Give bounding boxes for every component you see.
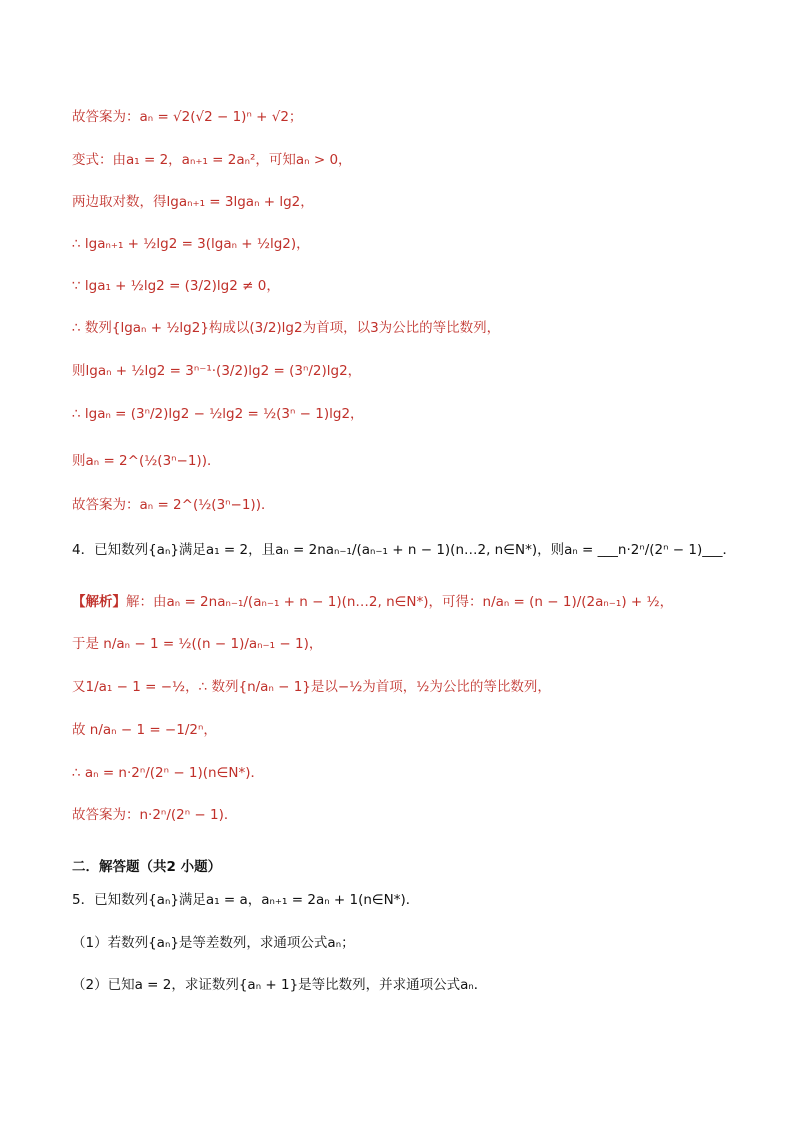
- therefore-line-2: ∴ lgaₙ = (3ⁿ/2)lg2 − ½lg2 = ½(3ⁿ − 1)lg2，: [72, 406, 364, 422]
- sequence-line: ∴ 数列{lgaₙ + ½lg2}构成以(3/2)lg2为首项，以3为公比的等比数列，: [72, 320, 501, 336]
- because-line: ∵ lga₁ + ½lg2 = (3/2)lg2 ≠ 0，: [72, 278, 280, 294]
- therefore-line-3: ∴ aₙ = n·2ⁿ/(2ⁿ − 1)(n∈N*)．: [72, 765, 264, 781]
- question-5-part-1: （1）若数列{aₙ}是等差数列，求通项公式aₙ；: [72, 935, 355, 951]
- question-5-part-2: （2）已知a = 2，求证数列{aₙ + 1}是等比数列，并求通项公式aₙ．: [72, 977, 488, 993]
- question-4: 4．已知数列{aₙ}满足a₁ = 2，且aₙ = 2naₙ₋₁/(aₙ₋₁ + n − 1)(n…2, n∈N*)，则aₙ = ___n·2ⁿ/(2ⁿ − 1)___．: [72, 542, 736, 558]
- log-line: 两边取对数，得lgaₙ₊₁ = 3lgaₙ + lg2，: [72, 194, 314, 210]
- hence-line: 故 n/aₙ − 1 = −1/2ⁿ，: [72, 722, 217, 738]
- then-line-1: 则lgaₙ + ½lg2 = 3ⁿ⁻¹·(3/2)lg2 = (3ⁿ/2)lg2，: [72, 363, 362, 379]
- question-5: 5．已知数列{aₙ}满足a₁ = a，aₙ₊₁ = 2aₙ + 1(n∈N*)．: [72, 892, 420, 908]
- then-line-2: 则aₙ = 2^(½(3ⁿ−1))．: [72, 453, 221, 469]
- section-heading: 二．解答题（共2 小题）: [72, 859, 222, 875]
- analysis-line: [72, 592, 734, 612]
- thus-line: 于是 n/aₙ − 1 = ½((n − 1)/aₙ₋₁ − 1)，: [72, 636, 323, 652]
- answer-line-2: 故答案为：aₙ = 2^(½(3ⁿ−1))．: [72, 497, 275, 513]
- answer-line-1: 故答案为：aₙ = √2(√2 − 1)ⁿ + √2；: [72, 109, 303, 125]
- analysis-text: 解：由aₙ = 2naₙ₋₁/(aₙ₋₁ + n − 1)(n…2, n∈N*)，可得：n/aₙ = (n − 1)/(2aₙ₋₁) + ½，: [126, 594, 674, 610]
- analysis-tag: 【解析】: [72, 594, 126, 610]
- variant-line: 变式：由a₁ = 2，aₙ₊₁ = 2aₙ²，可知aₙ > 0，: [72, 152, 352, 168]
- also-line: 又1/a₁ − 1 = −½，∴ 数列{n/aₙ − 1}是以−½为首项，½为公比的等比数列，: [72, 679, 551, 695]
- answer-line-3: 故答案为：n·2ⁿ/(2ⁿ − 1)．: [72, 807, 238, 823]
- therefore-line-1: ∴ lgaₙ₊₁ + ½lg2 = 3(lgaₙ + ½lg2)，: [72, 236, 310, 252]
